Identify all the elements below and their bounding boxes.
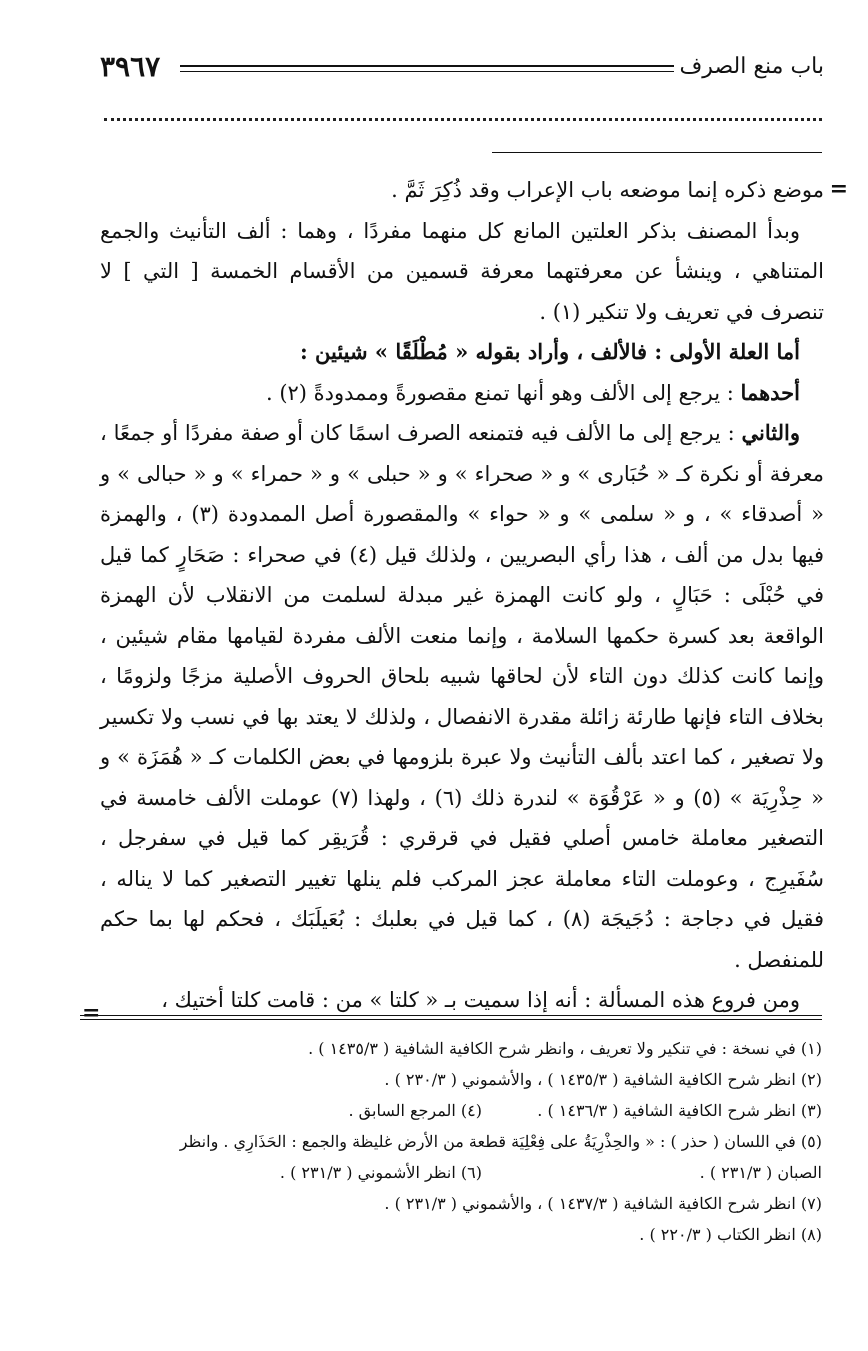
footnote-2: (٢) انظر شرح الكافية الشافية ( ١٤٣٥/٣ ) ، والأشموني ( ٢٣٠/٣ ) . (384, 1070, 822, 1089)
paragraph-lead: والثاني (741, 420, 800, 445)
footnote-3: (٣) انظر شرح الكافية الشافية ( ١٤٣٦/٣ ) . (537, 1101, 822, 1120)
footnote-5: (٥) في اللسان ( حذر ) : « والحِذْرِيَةُ على فِعْلِيَة قطعة من الأرض غليظة والجمع : الحَذَارِي . وانظر (179, 1132, 822, 1151)
paragraph-last: ومن فروع هذه المسألة : أنه إذا سميت بـ « كلتا » من : قامت كلتا أختيك ، (161, 988, 800, 1012)
footnote-6: (٦) انظر الأشموني ( ٢٣١/٣ ) . (279, 1163, 482, 1182)
continuation-rule (492, 152, 822, 153)
continuation-mark-end: = (82, 1000, 101, 1026)
header-rule (180, 65, 674, 67)
footnote-7: (٧) انظر شرح الكافية الشافية ( ١٤٣٧/٣ ) ، والأشموني ( ٢٣١/٣ ) . (384, 1194, 822, 1213)
footnote-5-cont: الصبان ( ٢٣١/٣ ) . (699, 1163, 822, 1182)
footnote-8: (٨) انظر الكتاب ( ٢٢٠/٣ ) . (639, 1225, 822, 1244)
continuation-mark: = (829, 176, 848, 202)
dotted-separator (104, 118, 822, 131)
footnote-row (40, 1095, 822, 1126)
paragraph-lead: أحدهما (740, 379, 800, 405)
footnote-row (40, 1157, 822, 1188)
chapter-title: باب منع الصرف (679, 54, 824, 79)
footnote-1: (١) في نسخة : في تنكير ولا تعريف ، وانظر شرح الكافية الشافية ( ١٤٣٥/٣ ) . (308, 1039, 822, 1058)
text-line-continued: موضع ذكره إنما موضعه باب الإعراب وقد ذُكِرَ ثَمَّ . (391, 178, 824, 202)
footnote-separator (80, 1015, 822, 1020)
footnote-4: (٤) المرجع السابق . (348, 1101, 482, 1120)
running-header (100, 48, 824, 88)
paragraph (100, 413, 824, 980)
header-rule-thin (180, 71, 674, 72)
paragraph: وبدأ المصنف بذكر العلتين المانع كل منهما مفردًا ، وهما : ألف التأنيث والجمع المتناهي ، وينشأ عن معرفتهما معرفة قسمين من الأقسام الخمسة [ التي ] لا تنصرف في تعريف ولا تنكير (١) . (100, 218, 824, 324)
section-heading: أما العلة الأولى : فالألف ، وأراد بقوله « مُطْلَقًا » شيئين : (299, 339, 800, 364)
paragraph (100, 373, 824, 414)
page-number: ٣٩٦٧ (100, 50, 161, 83)
paragraph-text: : يرجع إلى ما الألف فيه فتمنعه الصرف اسمًا كان أو صفة مفردًا أو جمعًا ، معرفة أو نكرة كـ « حُبَارى » و « صحراء » و « حبلى » و « حمراء » و « حبالى » و « أصدقاء » ، و « سلمى » و « حواء » والمقصورة أصل الممدودة (٣) ، والهمزة فيها بدل من ألف ، هذا رأي البصريين ، ولذلك قيل (٤) في صحراء : صَحَارٍ كما قيل في حُبْلَى : حَبَالٍ ، ولو كانت الهمزة غير مبدلة لسلمت من الانقلاب لأن الهمزة الواقعة بعد كسرة حكمها السلامة ، وإنما منعت الألف مفردة لقيامها مقام شيئين ، وإنما كانت كذلك دون التاء لأن لحاقها شبيه بلحاق الحروف الأصلية مزجًا ولزومًا ، بخلاف التاء فإنها طارئة زائلة مقدرة الانفصال ، ولذلك لا يعتد بها في نسب ولا تكسير ولا تصغير ، كما اعتد بألف التأنيث ولا عبرة بلزومها في بعض الكلمات كـ « هُمَزَة » و « حِذْرِيَة » (٥) و « عَرْقُوَة » لندرة ذلك (٦) ، ولهذا (٧) عوملت الألف خامسة في التصغير معاملة خامس أصلي فقيل في قرقري : قُرَيقِر كما قيل في سفرجل ، سُفَيرِج ، وعوملت التاء معاملة عجز المركب فلم ينلها تغيير التصغير كما لا يناله ، فقيل في دجاجة : دُجَيجَة (٨) ، كما قيل في بعلبك : بُعَيلَبَك ، فحكم لها بما حكم للمنفصل . (100, 421, 824, 972)
paragraph-text: : يرجع إلى الألف وهو أنها تمنع مقصورةً وممدودةً (٢) . (265, 380, 741, 405)
main-text (100, 170, 824, 1021)
footnotes (40, 1033, 822, 1250)
